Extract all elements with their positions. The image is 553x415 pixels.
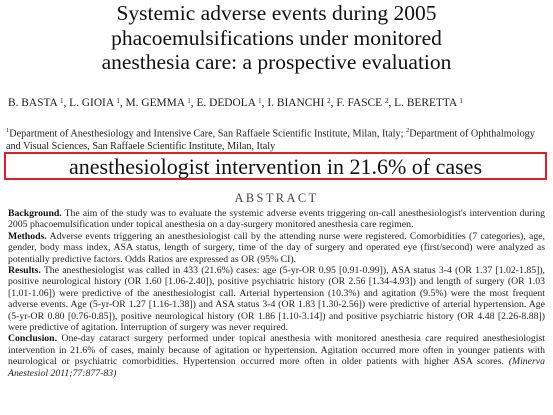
paper-title xyxy=(0,1,553,75)
author: L. BERETTA $^1$ xyxy=(394,97,463,109)
abstract-section-background: Background. The aim of the study was to evaluate the systemic adverse events triggering on-call anesthesiologist's intervention during 2005 phacoemulsification under topical anesthesia on a day-surgery monitored anesthesia care regimen. xyxy=(8,208,545,231)
author: B. BASTA $^1$, xyxy=(8,97,70,109)
author-list xyxy=(8,97,553,109)
abstract-body xyxy=(8,208,545,379)
abstract-section-conclusion: Conclusion. One-day cataract surgery performed under topical anesthesia with monitored anesthesia care required anesthesiologist intervention in 21.6% of cases, mainly because of agitation or hypertension. Agitation occurred more often in younger patients with neurological or psychiatric comorbidities. Hypertension occurred more often in older patients with higher ASA scores. (Minerva Anestesiol 2011;77:877-83) xyxy=(8,333,545,379)
affiliations: $^1$Department of Anesthesiology and Intensive Care, San Raffaele Scientific Institute, Milan, Italy; $^2$Department of Ophthalmology and Visual Sciences, San Raffaele Scientific Institute, Milan, Italy xyxy=(6,127,535,152)
author: E. DEDOLA $^1$, xyxy=(196,97,268,109)
title-line: anesthesia care: a prospective evaluation xyxy=(101,50,452,74)
citation: (Minerva Anestesiol 2011;77:877-83) xyxy=(8,356,545,379)
author: I. BIANCHI $^2$, xyxy=(267,97,337,109)
highlight-box xyxy=(4,152,547,180)
highlight-text: anesthesiologist intervention in 21.6% of cases xyxy=(68,154,483,179)
abstract-section-results: Results. The anesthesiologist was called in 433 (21.6%) cases: age (5-yr-OR 0.95 [0.91-0.99]), ASA status 3-4 (OR 1.37 [1.02-1.85]), positive neurological history (OR 1.60 [1.06-2.40]), positive psychiatric history (OR 2.56 [1.34-4.93]) and length of surgery (OR 1.03 [1.01-1.06]) were predictive of the anesthesiologist call. Arterial hypertension (10.3%) and agitation (9.5%) were the most frequent adverse events. Age (5-yr-OR 1.27 [1.16-1.38]) and ASA status 3-4 (OR 1.83 [1.30-2.56]) were predictive of arterial hypertension. Age (5-yr-OR 0.80 [0.76-0.85]), positive neurological history (OR 1.86 [1.10-3.14]) and positive psychiatric history (OR 4.48 [2.26-8.88]) were predictive of agitation. Interruption of surgery was never required. xyxy=(8,265,545,334)
author: L. GIOIA $^1$, xyxy=(69,97,126,109)
affiliation-2: Department of Ophthalmology and Visual Sciences, San Raffaele Scientific Institute, Milan, Italy xyxy=(6,128,535,152)
author: M. GEMMA $^1$, xyxy=(125,97,197,109)
abstract-heading: ABSTRACT xyxy=(234,191,319,205)
abstract-section-methods: Methods. Adverse events triggering an anesthesiologist call by the attending nurse were registered. Comorbidities (7 categories), age, gender, body mass index, ASA status, length of surgery, time of the day of surgery and operated eye (first/second) were analyzed as potentially predictive factors. Odds Ratios are expressed as OR (95% CI). xyxy=(8,230,545,265)
affiliation-1: Department of Anesthesiology and Intensive Care, San Raffaele Scientific Institute, Milan, Italy; xyxy=(9,128,406,140)
title-line: phacoemulsifications under monitored xyxy=(111,25,442,50)
author: F. FASCE $^2$, xyxy=(336,97,395,109)
title-line: Systemic adverse events during 2005 xyxy=(116,1,437,25)
